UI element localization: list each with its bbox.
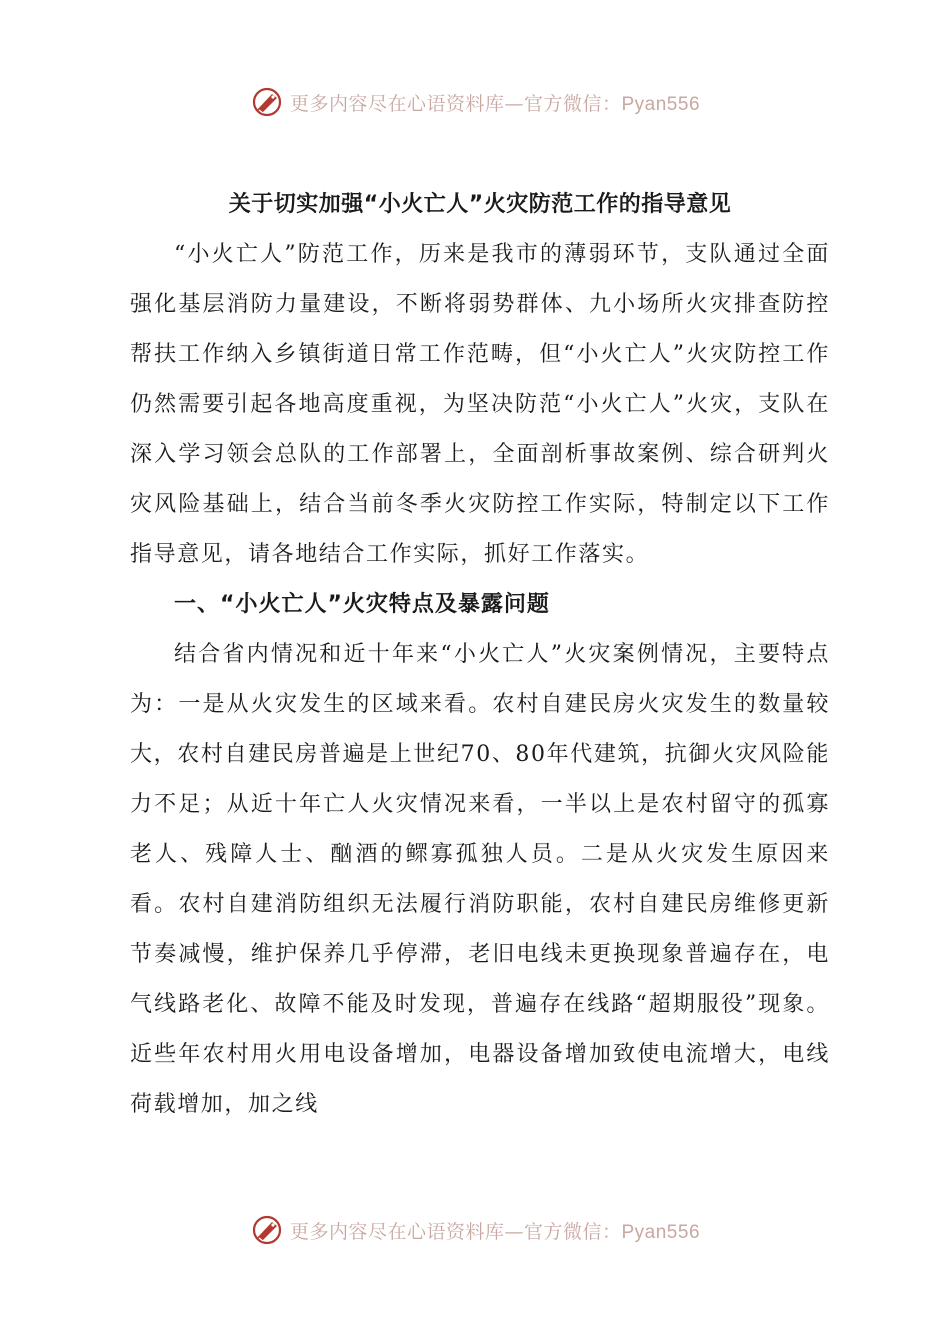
wechat-id: Pyan556 [621,93,701,115]
document-body [130,180,830,1130]
pen-nib-logo-icon [250,1213,284,1247]
intro-paragraph: “小火亡人”防范工作，历来是我市的薄弱环节，支队通过全面强化基层消防力量建设，不断将弱势群体、九小场所火灾排查防控帮扶工作纳入乡镇街道日常工作范畴，但“小火亡人”火灾防控工作仍然需要引起各地高度重视，为坚决防范“小火亡人”火灾，支队在深入学习领会总队的工作部署上，全面剖析事故案例、综合研判火灾风险基础上，结合当前冬季火灾防控工作实际，特制定以下工作指导意见，请各地结合工作实际，抓好工作落实。 [130,242,830,567]
pen-nib-logo-icon [250,85,284,119]
watermark-text: 更多内容尽在心语资料库—官方微信：Pyan556 [289,1220,701,1243]
section-1-heading: 一、“小火亡人”火灾特点及暴露问题 [174,592,550,617]
watermark-banner-top [0,82,950,122]
watermark-banner-bottom [0,1210,950,1250]
section-1-paragraph: 结合省内情况和近十年来“小火亡人”火灾案例情况，主要特点为：一是从火灾发生的区域来看。农村自建民房火灾发生的数量较大，农村自建民房普遍是上世纪70、80年代建筑，抗御火灾风险能力不足；从近十年亡人火灾情况来看，一半以上是农村留守的孤寡老人、残障人士、酗酒的鳏寡孤独人员。二是从火灾发生原因来看。农村自建消防组织无法履行消防职能，农村自建民房维修更新节奏减慢，维护保养几乎停滞，老旧电线未更换现象普遍存在，电气线路老化、故障不能及时发现，普遍存在线路“超期服役”现象。近些年农村用火用电设备增加，电器设备增加致使电流增大，电线荷载增加，加之线 [130,642,830,1117]
watermark-text: 更多内容尽在心语资料库—官方微信：Pyan556 [289,92,701,115]
document-title: 关于切实加强“小火亡人”火灾防范工作的指导意见 [228,192,732,217]
wechat-id: Pyan556 [621,1221,701,1243]
